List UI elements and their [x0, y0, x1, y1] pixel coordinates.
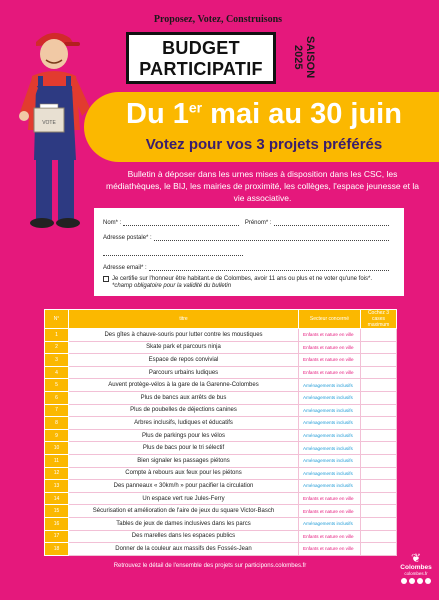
linkedin-icon[interactable] [425, 578, 431, 584]
row-title: Auvent protège-vélos à la gare de la Garenne-Colombes [69, 379, 299, 392]
name-row [103, 214, 395, 226]
vote-checkbox[interactable] [361, 517, 397, 530]
row-number: 13 [45, 480, 69, 493]
vote-checkbox[interactable] [361, 492, 397, 505]
row-sector: Aménagements inclusifs [299, 442, 361, 455]
date-subtitle: Votez pour vos 3 projets préférés [145, 136, 383, 153]
row-sector: Aménagements inclusifs [299, 454, 361, 467]
vote-checkbox[interactable] [361, 454, 397, 467]
row-number: 4 [45, 366, 69, 379]
row-sector: Aménagements inclusifs [299, 429, 361, 442]
certify-text: Je certifie sur l'honneur être habitant.e de Colombes, avoir 11 ans ou plus et ne voter qu'une fois*. [112, 276, 373, 282]
row-sector: Enfants et nature en ville [299, 329, 361, 342]
row-title: Un espace vert rue Jules-Ferry [69, 492, 299, 505]
row-number: 16 [45, 517, 69, 530]
budget-line-1: BUDGET [162, 38, 240, 58]
instagram-icon[interactable] [409, 578, 415, 584]
row-sector: Enfants et nature en ville [299, 505, 361, 518]
row-number: 17 [45, 530, 69, 543]
prenom-label: Prénom* : [244, 220, 272, 226]
row-sector: Aménagements inclusifs [299, 517, 361, 530]
ballot-box-label: VOTE [42, 120, 56, 126]
table-header-row [45, 310, 397, 329]
table-row [45, 329, 397, 342]
row-title: Plus de bacs pour le tri sélectif [69, 442, 299, 455]
logo-website: colombes.fr [404, 571, 428, 576]
row-number: 18 [45, 543, 69, 556]
vote-checkbox[interactable] [361, 480, 397, 493]
budget-participatif-title [126, 32, 276, 84]
date-title [94, 98, 434, 131]
adresse-field-2[interactable] [103, 249, 243, 256]
row-sector: Enfants et nature en ville [299, 366, 361, 379]
header-num: N° [45, 310, 69, 329]
table-row [45, 379, 397, 392]
table-row [45, 442, 397, 455]
table-row [45, 366, 397, 379]
table-row [45, 417, 397, 430]
row-number: 7 [45, 404, 69, 417]
x-icon[interactable] [417, 578, 423, 584]
row-number: 8 [45, 417, 69, 430]
row-number: 11 [45, 454, 69, 467]
facebook-icon[interactable] [401, 578, 407, 584]
table-row [45, 492, 397, 505]
row-title: Plus de parkings pour les vélos [69, 429, 299, 442]
vote-checkbox[interactable] [361, 442, 397, 455]
date-sup: er [188, 99, 203, 116]
table-row [45, 530, 397, 543]
row-title: Des panneaux « 30km/h » pour pacifier la circulation [69, 480, 299, 493]
nom-field[interactable] [123, 219, 238, 226]
row-sector: Aménagements inclusifs [299, 480, 361, 493]
vote-checkbox[interactable] [361, 530, 397, 543]
table-row [45, 543, 397, 556]
row-title: Plus de bancs aux arrêts de bus [69, 391, 299, 404]
row-title: Plus de poubelles de déjections canines [69, 404, 299, 417]
email-row [103, 259, 395, 271]
row-number: 12 [45, 467, 69, 480]
vote-checkbox[interactable] [361, 341, 397, 354]
table-body [45, 329, 397, 556]
table-row [45, 391, 397, 404]
nom-label: Nom* : [103, 220, 122, 226]
row-number: 6 [45, 391, 69, 404]
certify-row [103, 275, 395, 283]
prenom-field[interactable] [274, 219, 389, 226]
row-title: Compte à rebours aux feux pour les piétons [69, 467, 299, 480]
adresse-label: Adresse postale* : [103, 235, 152, 241]
budget-line-2: PARTICIPATIF [139, 59, 263, 79]
dove-icon: ❦ [410, 551, 422, 565]
row-sector: Aménagements inclusifs [299, 467, 361, 480]
row-number: 14 [45, 492, 69, 505]
row-sector: Enfants et nature en ville [299, 354, 361, 367]
mandatory-note: *champ obligatoire pour la validité du bulletin [112, 283, 232, 289]
vote-checkbox[interactable] [361, 429, 397, 442]
date-prefix: Du 1 [126, 98, 189, 130]
row-number: 5 [45, 379, 69, 392]
row-number: 9 [45, 429, 69, 442]
info-text: Bulletin à déposer dans les urnes mises à disposition dans les CSC, les médiathèques, le BIJ, les mairies de proximité, les collèges, l'espace jeunesse et la vie associative. [106, 169, 419, 203]
header-box: Cochez 3 cases maximum [361, 310, 397, 329]
table-row [45, 467, 397, 480]
table-row [45, 480, 397, 493]
email-field[interactable] [149, 264, 389, 271]
colombes-logo [396, 552, 436, 594]
row-title: Espace de repos convivial [69, 354, 299, 367]
row-title: Des gîtes à chauve-souris pour lutter contre les moustiques [69, 329, 299, 342]
row-sector: Aménagements inclusifs [299, 404, 361, 417]
row-sector: Enfants et nature en ville [299, 492, 361, 505]
projects-table [44, 309, 396, 556]
address-row-2 [103, 244, 395, 256]
vote-checkbox[interactable] [361, 467, 397, 480]
vote-checkbox[interactable] [361, 505, 397, 518]
saison-label: SAISON 2025 [292, 35, 316, 79]
table-row [45, 404, 397, 417]
row-sector: Aménagements inclusifs [299, 379, 361, 392]
row-number: 15 [45, 505, 69, 518]
slogan: Proposez, Votez, Construisons [153, 14, 283, 25]
row-title: Donner de la couleur aux massifs des Fossés-Jean [69, 543, 299, 556]
row-number: 1 [45, 329, 69, 342]
row-title: Arbres inclusifs, ludiques et éducatifs [69, 417, 299, 430]
email-label: Adresse email* : [103, 265, 147, 271]
row-number: 10 [45, 442, 69, 455]
certify-checkbox[interactable] [103, 276, 109, 282]
date-suffix: mai au 30 juin [202, 98, 402, 130]
row-title: Sécurisation et amélioration de l'aire de jeux du square Victor-Basch [69, 505, 299, 518]
row-sector: Enfants et nature en ville [299, 341, 361, 354]
logo-name: Colombes [400, 564, 432, 571]
adresse-field[interactable] [154, 234, 389, 241]
address-row [103, 229, 395, 241]
table-row [45, 517, 397, 530]
vote-checkbox[interactable] [361, 391, 397, 404]
row-title: Bien signaler les passages piétons [69, 454, 299, 467]
vote-checkbox[interactable] [361, 354, 397, 367]
row-title: Des marelles dans les espaces publics [69, 530, 299, 543]
vote-checkbox[interactable] [361, 417, 397, 430]
row-title: Tables de jeux de dames inclusives dans les parcs [69, 517, 299, 530]
vote-checkbox[interactable] [361, 404, 397, 417]
table-row [45, 354, 397, 367]
table-row [45, 505, 397, 518]
row-number: 2 [45, 341, 69, 354]
vote-checkbox[interactable] [361, 329, 397, 342]
row-number: 3 [45, 354, 69, 367]
row-title: Skate park et parcours ninja [69, 341, 299, 354]
row-sector: Aménagements inclusifs [299, 417, 361, 430]
table-row [45, 341, 397, 354]
row-sector: Enfants et nature en ville [299, 543, 361, 556]
voter-form [94, 208, 404, 296]
vote-checkbox[interactable] [361, 543, 397, 556]
header-title: titre [69, 310, 299, 329]
social-icons [396, 578, 436, 584]
table-row [45, 429, 397, 442]
table-row [45, 454, 397, 467]
row-sector: Aménagements inclusifs [299, 391, 361, 404]
row-title: Parcours urbains ludiques [69, 366, 299, 379]
footer-text: Retrouvez le détail de l'ensemble des projets sur participons.colombes.fr [113, 563, 307, 569]
row-sector: Enfants et nature en ville [299, 530, 361, 543]
header-sector: Secteur concerné [299, 310, 361, 329]
vote-checkbox[interactable] [361, 379, 397, 392]
vote-checkbox[interactable] [361, 366, 397, 379]
